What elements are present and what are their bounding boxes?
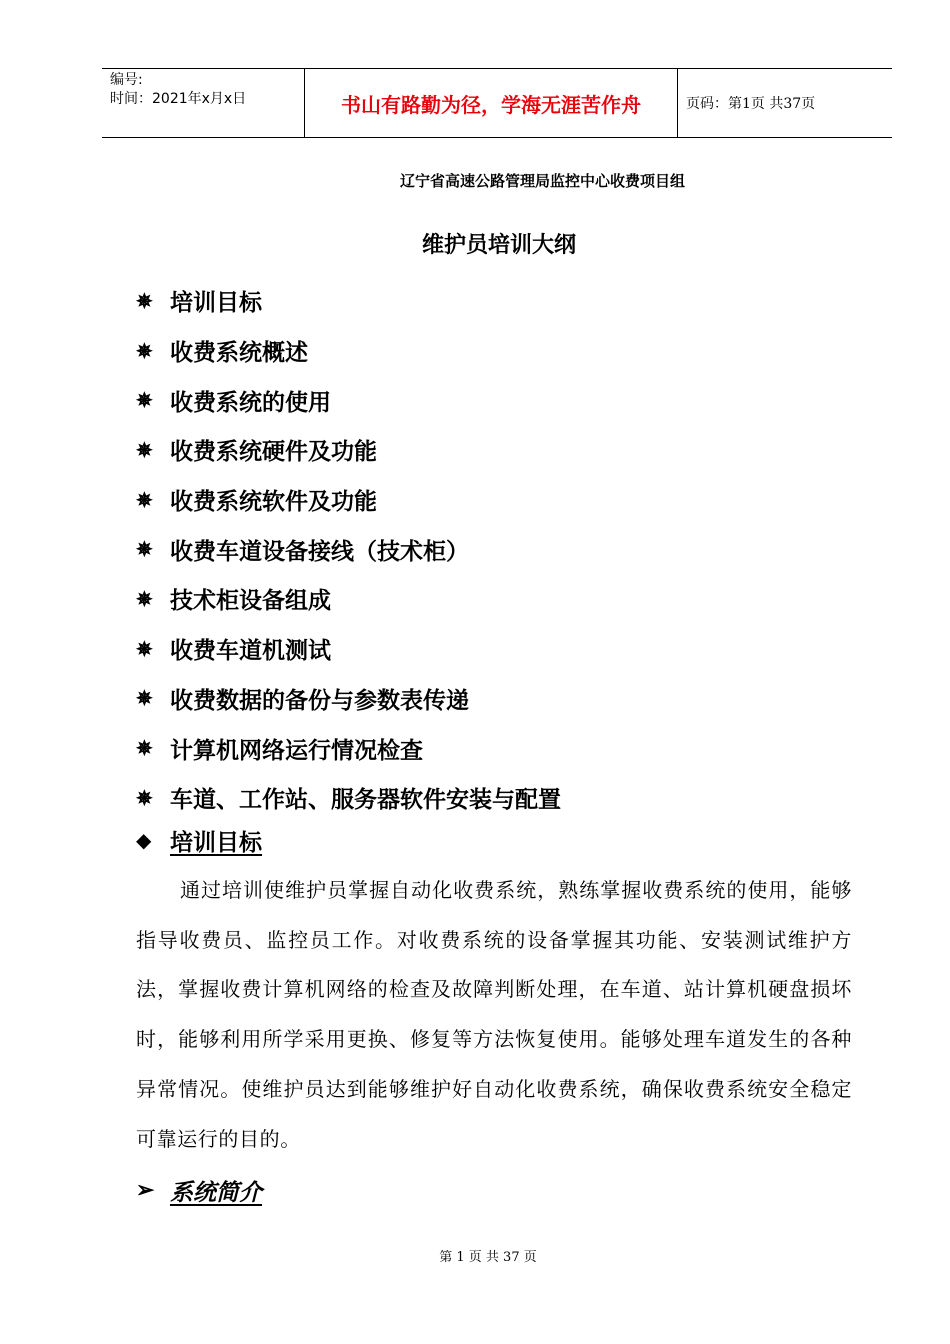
code-label: 编号: [110,72,143,88]
outline-item: ✵ 收费系统的使用 [136,388,331,416]
outline-item: ✵ 收费系统概述 [136,338,308,367]
outline-item: ✵ 计算机网络运行情况检查 [136,736,423,764]
header-page-info: 页码：第1页 共37页 [686,96,816,112]
header-meta [102,69,304,137]
outline-item: ✵ 收费系统软件及功能 [136,487,377,516]
outline-item: ✵ 技术柜设备组成 [136,586,331,615]
asterisk-bullet-icon: ✵ [136,338,153,363]
organization-name: 辽宁省高速公路管理局监控中心收费项目组 [400,172,686,190]
time-label: 时间：2021年x月x日 [110,91,247,107]
asterisk-bullet-icon: ✵ [136,487,153,512]
asterisk-bullet-icon: ✵ [136,288,153,313]
outline-item: ✵ 车道、工作站、服务器软件安装与配置 [136,785,561,814]
page-header [102,68,892,138]
outline-list [136,276,561,823]
page-footer: 第 1 页 共 37 页 [439,1250,537,1265]
asterisk-bullet-icon: ✵ [136,586,153,611]
asterisk-bullet-icon: ✵ [136,686,153,711]
asterisk-bullet-icon: ✵ [136,785,153,810]
asterisk-bullet-icon: ✵ [136,636,153,661]
arrow-bullet-icon: ➢ [136,1177,155,1203]
outline-item: ✵ 收费数据的备份与参数表传递 [136,686,469,714]
body-paragraph: 通过培训使维护员掌握自动化收费系统，熟练掌握收费系统的使用，能够指导收费员、监控员工作。对收费系统的设备掌握其功能、安装测试维护方法，掌握收费计算机网络的检查及故障判断处理，在车道、站计算机硬盘损坏时，能够利用所学采用更换、修复等方法恢复使用。能够处理车道发生的各种异常情况。使维护员达到能够维护好自动化收费系统，确保收费系统安全稳定可靠运行的目的。 [136,878,852,1151]
outline-item: ✵ 收费系统硬件及功能 [136,437,377,466]
outline-item: ✵ 培训目标 [136,288,262,317]
document-title: 维护员培训大纲 [421,232,576,258]
section-heading-text: 系统简介 [170,1178,262,1206]
section-heading-text: 培训目标 [170,828,262,856]
asterisk-bullet-icon: ✵ [136,437,153,462]
section-heading-system-intro [136,1170,262,1210]
header-motto: 书山有路勤为径，学海无涯苦作舟 [304,69,678,137]
section-heading-training-goal [136,820,262,860]
outline-item: ✵ 收费车道设备接线（技术柜） [136,537,469,565]
outline-item: ✵ 收费车道机测试 [136,636,331,665]
diamond-bullet-icon: ◆ [136,828,152,852]
asterisk-bullet-icon: ✵ [136,736,153,761]
asterisk-bullet-icon: ✵ [136,388,153,413]
asterisk-bullet-icon: ✵ [136,537,153,562]
